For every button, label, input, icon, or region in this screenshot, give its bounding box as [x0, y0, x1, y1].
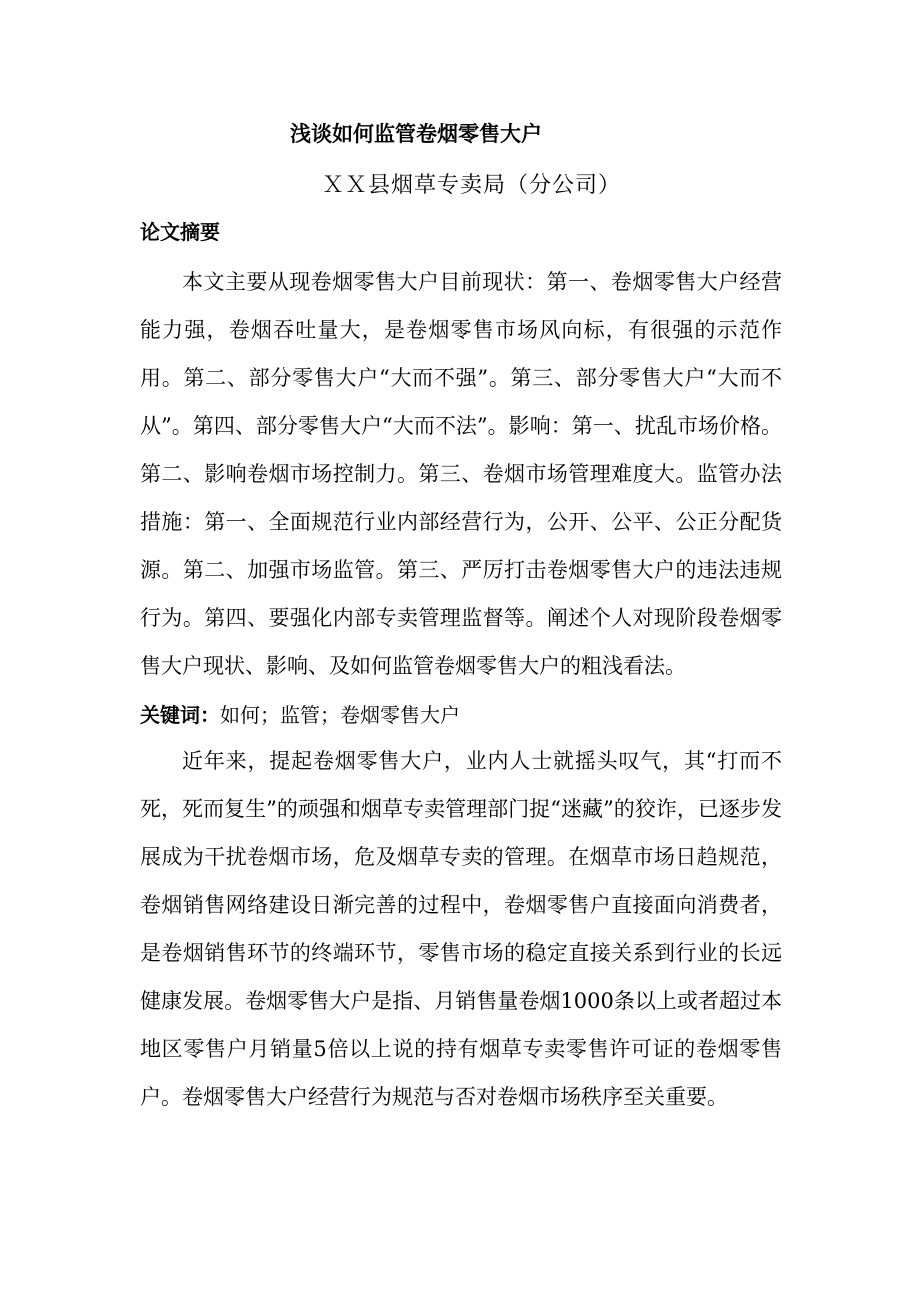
keywords-text: 如何；监管；卷烟零售大户 — [220, 703, 460, 727]
abstract-heading: 论文摘要 — [140, 220, 220, 244]
body-paragraph: 近年来，提起卷烟零售大户，业内人士就摇头叹气，其“打而不死，死而复生”的顽强和烟草专卖管理部门捉“迷藏”的狡诈，已逐步发展成为干扰卷烟市场，危及烟草专卖的管理。在烟草市场日趋规范，卷烟销售网络建设日渐完善的过程中，卷烟零售户直接面向消费者，是卷烟销售环节的终端环节，零售市场的稳定直接关系到行业的长远健康发展。卷烟零售大户是指、月销售量卷烟1000条以上或者超过本地区零售户月销量5倍以上说的持有烟草专卖零售许可证的卷烟零售户。卷烟零售大户经营行为规范与否对卷烟市场秩序至关重要。 — [140, 749, 782, 1109]
keywords-label: 关键词： — [140, 703, 220, 727]
author-line: ＸＸ县烟草专卖局（分公司） — [322, 173, 622, 198]
abstract-paragraph: 本文主要从现卷烟零售大户目前现状：第一、卷烟零售大户经营能力强，卷烟吞吐量大，是卷烟零售市场风向标，有很强的示范作用。第二、部分零售大户“大而不强”。第三、部分零售大户“大而不从”。第四、部分零售大户“大而不法”。影响：第一、扰乱市场价格。第二、影响卷烟市场控制力。第三、卷烟市场管理难度大。监管办法措施：第一、全面规范行业内部经营行为，公开、公平、公正分配货源。第二、加强市场监管。第三、严厉打击卷烟零售大户的违法违规行为。第四、要强化内部专卖管理监督等。阐述个人对现阶段卷烟零售大户现状、影响、及如何监管卷烟零售大户的粗浅看法。 — [140, 270, 782, 678]
document-title: 浅谈如何监管卷烟零售大户 — [290, 122, 542, 146]
keywords-line — [140, 699, 460, 731]
